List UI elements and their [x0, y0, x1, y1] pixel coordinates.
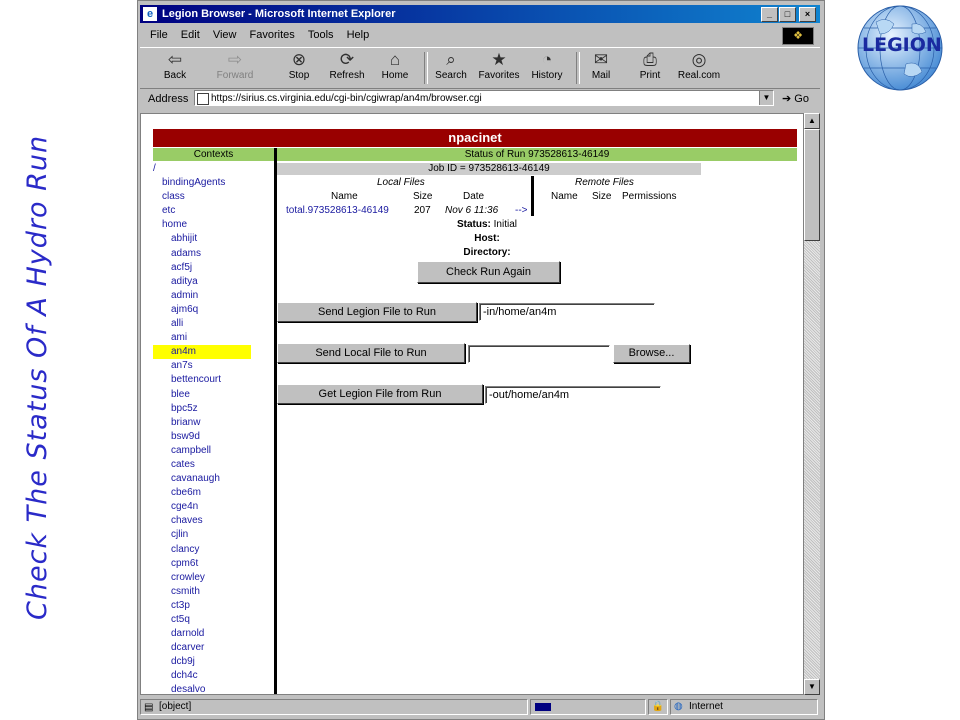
lock-icon: 🔒 [648, 699, 668, 715]
status-label: Status: [456, 219, 491, 230]
tree-item[interactable]: ami [171, 332, 188, 344]
tree-item[interactable]: cpm6t [171, 557, 199, 569]
tree-item[interactable]: home [162, 219, 188, 231]
menu-bar [140, 25, 820, 45]
status-value: Initial [493, 219, 518, 230]
files-divider [531, 176, 534, 216]
address-bar [140, 89, 820, 109]
progress-panel [530, 699, 646, 715]
file-date: Nov 6 11:36 [445, 205, 499, 216]
send-local-file-button[interactable]: Send Local File to Run [277, 343, 465, 363]
tree-item[interactable]: admin [171, 289, 199, 301]
tree-item[interactable]: dch4c [171, 670, 198, 682]
directory-label: Directory: [463, 247, 511, 258]
send-legion-file-button[interactable]: Send Legion File to Run [277, 302, 477, 322]
browse-button[interactable]: Browse... [613, 344, 690, 363]
col-local-size: Size [413, 191, 433, 202]
home-button[interactable]: ⌂ Home [370, 50, 420, 81]
menu-edit[interactable]: Edit [180, 29, 200, 41]
progress-bar [535, 703, 551, 711]
history-icon: ◔ [541, 50, 553, 69]
window-title: Legion Browser - Microsoft Internet Explorer [162, 8, 396, 20]
col-remote-permissions: Permissions [622, 191, 677, 202]
file-name-link[interactable]: total.973528613-46149 [286, 205, 389, 216]
history-button[interactable]: ◔ History [522, 50, 572, 81]
tree-item-selected[interactable]: an4m [153, 345, 251, 359]
job-id: Job ID = 973528613-46149 [277, 163, 701, 175]
status-text: ▤ [object] [140, 699, 528, 715]
tree-item[interactable]: bettencourt [171, 374, 222, 386]
maximize-button[interactable]: □ [779, 7, 796, 22]
print-icon: ⎙ [643, 50, 657, 69]
check-run-again-button[interactable]: Check Run Again [417, 261, 560, 283]
tree-item[interactable]: acf5j [171, 261, 193, 273]
host-label: Host: [474, 233, 500, 244]
tree-item[interactable]: ajm6q [171, 303, 199, 315]
tree-item[interactable]: dcb9j [171, 656, 195, 668]
tree-item[interactable]: cjlin [171, 529, 189, 541]
page-content [140, 113, 804, 695]
menu-help[interactable]: Help [346, 29, 370, 41]
go-button[interactable]: ➔ Go [782, 93, 809, 105]
slide-side-title: Check The Status Of A Hydro Run [22, 134, 53, 620]
close-button[interactable]: × [799, 7, 816, 22]
real-com-icon: ◎ [691, 50, 707, 69]
vertical-scrollbar[interactable] [804, 113, 820, 695]
search-button[interactable]: ⌕ Search [426, 50, 476, 81]
status-bar [140, 698, 820, 716]
tree-item[interactable]: ct3p [171, 599, 190, 611]
col-remote-name: Name [551, 191, 578, 202]
tree-item[interactable]: cavanaugh [171, 473, 220, 485]
tree-item[interactable]: ct5q [171, 614, 190, 625]
address-label: Address [148, 93, 189, 105]
tree-item[interactable]: cates [171, 458, 195, 470]
zone-panel: ◍ Internet [670, 699, 818, 715]
tree-item[interactable]: bindingAgents [162, 177, 226, 189]
get-legion-file-input[interactable]: -out/home/an4m [485, 386, 661, 404]
tree-item[interactable]: abhijit [171, 233, 198, 245]
tree-item[interactable]: chaves [171, 515, 203, 527]
tree-item[interactable]: csmith [171, 585, 200, 597]
page-header: npacinet [153, 129, 797, 147]
ie-icon: e [143, 7, 157, 21]
browser-window [137, 0, 825, 720]
windows-logo-icon: ❖ [782, 27, 814, 45]
stop-icon: ⊗ [291, 50, 307, 69]
forward-button[interactable]: ⇨ Forward [210, 50, 260, 81]
tree-item[interactable]: brianw [171, 416, 201, 428]
tree-item[interactable]: campbell [171, 444, 212, 456]
divider [274, 148, 277, 694]
run-status [437, 218, 537, 260]
refresh-icon: ⟳ [339, 50, 355, 69]
page-icon [197, 93, 209, 105]
tree-item[interactable]: bpc5z [171, 402, 198, 414]
search-icon: ⌕ [446, 50, 456, 69]
tree-item[interactable]: darnold [171, 628, 205, 640]
tree-item[interactable]: crowley [171, 571, 205, 583]
menu-favorites[interactable]: Favorites [249, 29, 295, 41]
scroll-thumb[interactable] [804, 129, 820, 241]
forward-arrow-icon: ⇨ [227, 50, 243, 69]
tree-item[interactable]: alli [171, 318, 184, 330]
favorites-icon: ★ [491, 50, 507, 69]
title-bar [140, 5, 820, 23]
menu-view[interactable]: View [212, 29, 237, 41]
tree-item[interactable]: cge4n [171, 501, 199, 513]
scroll-down-icon[interactable]: ▼ [804, 679, 820, 695]
local-files-label: Local Files [377, 177, 425, 188]
address-url: https://sirius.cs.virginia.edu/cgi-bin/cgiwrap/an4m/browser.cgi [211, 93, 482, 104]
legion-logo-text: LEGION [862, 34, 942, 56]
col-local-name: Name [331, 191, 358, 202]
refresh-button[interactable]: ⟳ Refresh [322, 50, 372, 81]
col-local-date: Date [463, 191, 485, 202]
remote-files-label: Remote Files [575, 177, 634, 188]
send-local-file-input[interactable] [468, 345, 610, 363]
stop-button[interactable]: ⊗ Stop [274, 50, 324, 81]
tree-item[interactable]: desalvo [171, 684, 206, 695]
mail-button[interactable]: ✉ Mail [576, 50, 626, 81]
context-tree [141, 162, 273, 695]
tree-item[interactable]: an7s [171, 360, 193, 372]
tree-item[interactable]: blee [171, 388, 190, 400]
menu-tools[interactable]: Tools [307, 29, 334, 41]
menu-file[interactable]: File [150, 29, 168, 41]
status-page-icon: ▤ [144, 702, 154, 713]
mail-icon: ✉ [593, 50, 609, 69]
tree-item[interactable]: adams [171, 247, 202, 259]
col-remote-size: Size [592, 191, 612, 202]
tree-root[interactable]: / [153, 163, 156, 174]
address-field[interactable] [194, 90, 774, 106]
tree-item[interactable]: dcarver [171, 642, 205, 654]
tree-item[interactable]: cbe6m [171, 487, 202, 499]
send-legion-file-input[interactable]: -in/home/an4m [479, 303, 655, 321]
status-header: Status of Run 973528613-46149 [277, 148, 797, 161]
real-com-button[interactable]: ◎ Real.com [674, 50, 724, 81]
minimize-button[interactable]: _ [761, 7, 778, 22]
tree-item[interactable]: etc [162, 205, 176, 217]
go-arrow-icon: ➔ [782, 93, 792, 105]
get-legion-file-button[interactable]: Get Legion File from Run [277, 384, 483, 404]
internet-globe-icon: ◍ [674, 701, 683, 712]
scroll-up-icon[interactable]: ▲ [804, 113, 820, 129]
back-arrow-icon: ⇦ [167, 50, 183, 69]
home-icon: ⌂ [389, 50, 401, 69]
favorites-button[interactable]: ★ Favorites [474, 50, 524, 81]
print-button[interactable]: ⎙ Print [625, 50, 675, 81]
tree-item[interactable]: clancy [171, 543, 200, 555]
contexts-header: Contexts [153, 148, 274, 161]
tree-item[interactable]: aditya [171, 275, 198, 287]
tree-item[interactable]: bsw9d [171, 430, 200, 442]
toolbar [140, 47, 820, 89]
address-dropdown-icon[interactable]: ▼ [759, 91, 773, 105]
tree-item[interactable]: class [162, 191, 185, 203]
file-transfer-arrow[interactable]: --> [515, 205, 528, 216]
back-button[interactable]: ⇦ Back [150, 50, 200, 81]
file-size: 207 [414, 205, 431, 216]
